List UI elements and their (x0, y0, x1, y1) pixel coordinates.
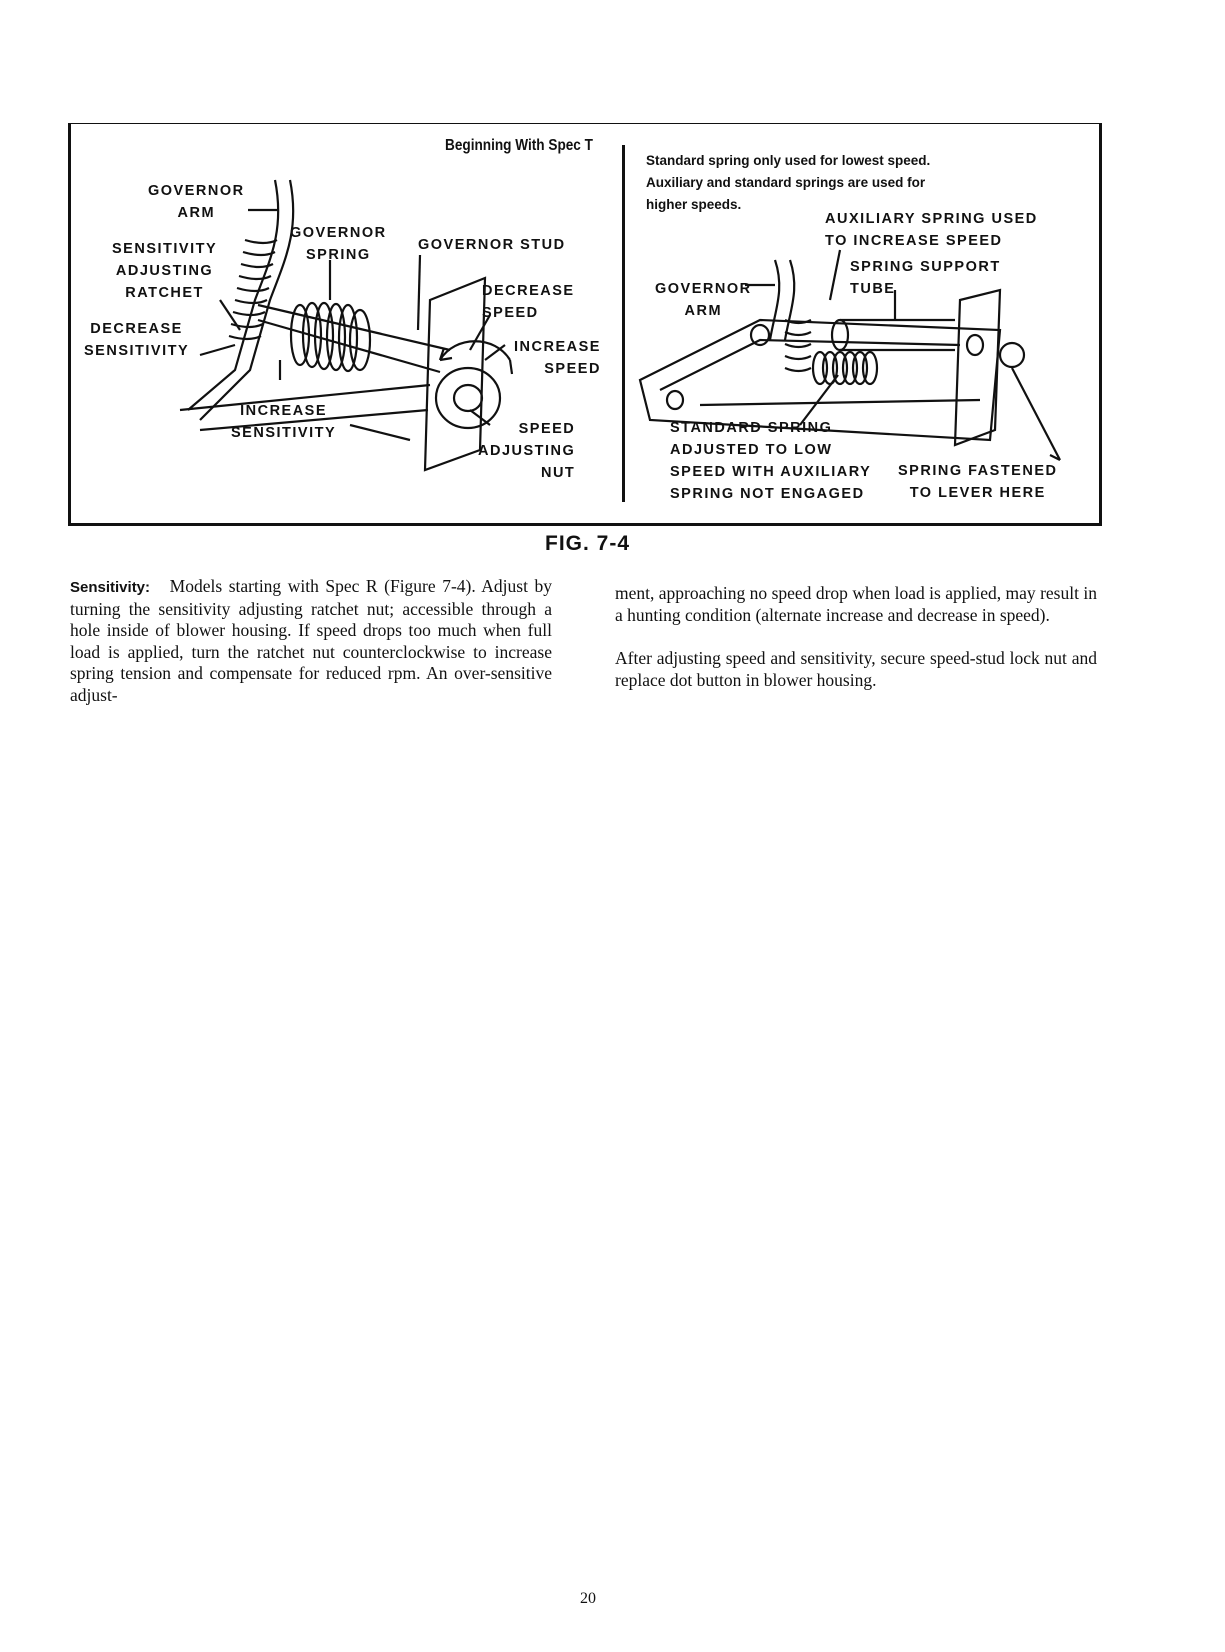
label-auxiliary-spring: AUXILIARY SPRING USED TO INCREASE SPEED (825, 211, 1038, 249)
label-decrease-speed: DECREASE SPEED (482, 283, 575, 321)
left-column (70, 576, 552, 706)
right-paragraph-1: ment, approaching no speed drop when load is applied, may result in a hunting condition (alternate increase and decrease in speed). (615, 583, 1097, 625)
label-increase-speed: INCREASE SPEED (514, 339, 601, 377)
left-stud-plate (425, 278, 485, 470)
left-paragraph: Models starting with Spec R (Figure 7-4). Adjust by turning the sensitivity adjusting ratchet nut; accessible through a hole inside of blower housing. If speed drops too much when full load is applied, turn the ratchet nut counterclockwise to increase spring tension and compensate for reduced rpm. An over-sensitive adjust- (70, 576, 552, 705)
page-number: 20 (580, 1590, 596, 1607)
label-governor-spring: GOVERNOR SPRING (290, 225, 387, 263)
label-standard-spring: STANDARD SPRING ADJUSTED TO LOW SPEED WITH AUXILIARY SPRING NOT ENGAGED (670, 420, 872, 502)
label-governor-stud: GOVERNOR STUD (418, 237, 566, 253)
figure-caption: FIG. 7-4 (545, 532, 631, 555)
right-lever-plate (955, 290, 1000, 445)
label-decrease-sensitivity: DECREASE SENSITIVITY (84, 321, 190, 359)
label-speed-adjusting-nut: SPEED ADJUSTING NUT (478, 421, 576, 481)
right-paragraph-2: After adjusting speed and sensitivity, secure speed-stud lock nut and replace dot button in blower housing. (615, 648, 1097, 690)
label-sensitivity-adjusting-ratchet: SENSITIVITY ADJUSTING RATCHET (112, 241, 218, 301)
label-spring-fastened: SPRING FASTENED TO LEVER HERE (898, 463, 1058, 501)
right-auxiliary-spring (785, 320, 811, 371)
section-heading: Sensitivity: (70, 579, 151, 596)
right-governor-arm (785, 260, 794, 340)
label-increase-sensitivity: INCREASE SENSITIVITY (231, 403, 337, 441)
spec-t-header: Beginning With Spec T (445, 137, 593, 154)
right-column (615, 583, 1097, 691)
label-spring-support-tube: SPRING SUPPORT TUBE (850, 259, 1001, 297)
left-governor-spring (291, 303, 370, 371)
label-governor-arm-right: GOVERNOR ARM (655, 281, 752, 319)
spring-usage-note: Standard spring only used for lowest speed. Auxiliary and standard springs are used for higher speeds. (646, 153, 931, 212)
right-spring-ring (1000, 343, 1024, 367)
label-governor-arm-left: GOVERNOR ARM (148, 183, 245, 221)
right-standard-spring (813, 352, 877, 384)
